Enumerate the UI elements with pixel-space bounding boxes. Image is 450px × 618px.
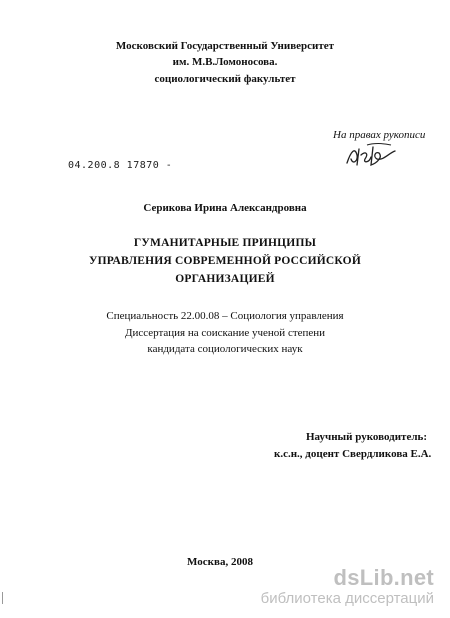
watermark-subtitle: библиотека диссертаций: [260, 590, 434, 607]
title-line-3: ОРГАНИЗАЦИЕЙ: [175, 273, 275, 285]
author-name: Серикова Ирина Александровна: [143, 202, 307, 214]
faculty-name: социологический факультет: [154, 73, 296, 85]
supervisor-name: к.с.н., доцент Свердликова Е.А.: [274, 448, 432, 460]
specialty-line: Специальность 22.00.08 – Социология управления: [106, 310, 344, 322]
archive-stamp: 04.200.8 17870 -: [68, 160, 173, 171]
title-line-1: ГУМАНИТАРНЫЕ ПРИНЦИПЫ: [133, 237, 317, 249]
place-and-year: Москва, 2008: [187, 556, 253, 568]
watermark: [261, 566, 434, 608]
signature-icon: [343, 141, 401, 169]
degree-line: кандидата социологических наук: [147, 343, 303, 355]
manuscript-rights-note: На правах рукописи: [333, 129, 426, 141]
supervisor-label: Научный руководитель:: [306, 431, 427, 443]
watermark-logo: dsLib.net: [333, 565, 434, 590]
dissertation-purpose: Диссертация на соискание ученой степени: [124, 327, 326, 339]
university-name: Московский Государственный Университет: [115, 40, 335, 52]
title-line-2: УПРАВЛЕНИЯ СОВРЕМЕННОЙ РОССИЙСКОЙ: [89, 255, 361, 267]
scan-margin-mark: [2, 592, 6, 604]
university-named-after: им. М.В.Ломоносова.: [172, 56, 278, 68]
